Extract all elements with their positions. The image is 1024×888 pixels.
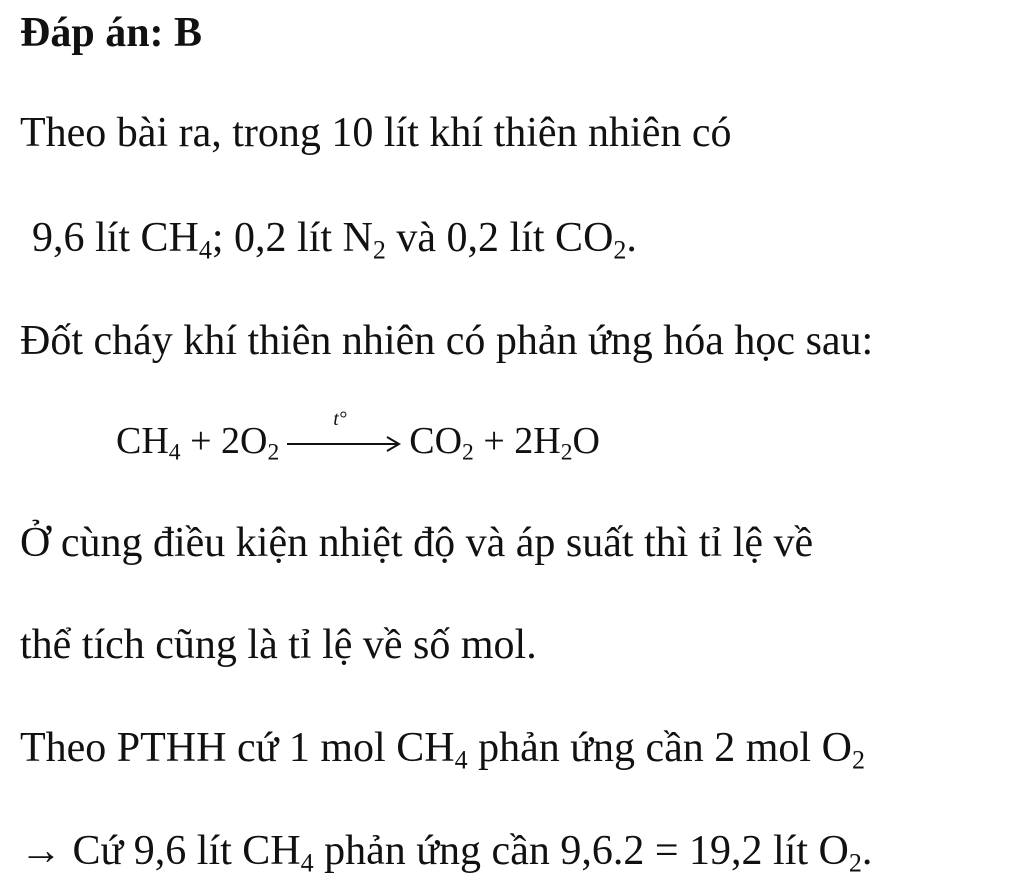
reactant-o2: + 2O bbox=[180, 420, 268, 462]
reaction-condition: t° bbox=[333, 408, 347, 431]
subscript: 2 bbox=[560, 439, 573, 466]
paragraph-reaction-intro: Đốt cháy khí thiên nhiên có phản ứng hóa học sau: bbox=[20, 318, 874, 364]
reaction-arrow-icon bbox=[285, 408, 403, 459]
subscript: 4 bbox=[300, 848, 314, 878]
text-segment: 9,6 lít CH bbox=[32, 215, 199, 261]
reactant-ch4: CH bbox=[116, 420, 169, 462]
product-co2: CO bbox=[409, 420, 463, 462]
text-segment: phản ứng cần 2 mol O bbox=[467, 725, 852, 771]
product-h2o: + 2H bbox=[473, 420, 561, 462]
paragraph-volume-ratio: thể tích cũng là tỉ lệ về số mol. bbox=[20, 622, 537, 668]
text-segment: Theo PTHH cứ 1 mol CH bbox=[20, 725, 455, 771]
subscript: 2 bbox=[848, 848, 862, 878]
text-segment: phản ứng cần 9,6.2 = 19,2 lít O bbox=[313, 828, 849, 874]
subscript: 4 bbox=[198, 235, 212, 265]
text-segment: ; 0,2 lít N bbox=[211, 215, 373, 261]
subscript: 2 bbox=[267, 439, 280, 466]
paragraph-condition: Ở cùng điều kiện nhiệt độ và áp suất thì tỉ lệ về bbox=[20, 520, 814, 566]
paragraph-result bbox=[20, 826, 872, 876]
paragraph-given: Theo bài ra, trong 10 lít khí thiên nhiên có bbox=[20, 110, 732, 156]
subscript: 4 bbox=[168, 439, 181, 466]
subscript: 4 bbox=[454, 745, 468, 775]
text-segment: → Cứ 9,6 lít CH bbox=[20, 828, 301, 874]
paragraph-mol-ratio bbox=[20, 723, 865, 773]
product-h2o-end: O bbox=[572, 420, 600, 462]
paragraph-composition bbox=[32, 213, 637, 263]
subscript: 2 bbox=[372, 235, 386, 265]
answer-heading: Đáp án: B bbox=[20, 10, 203, 56]
text-segment: . bbox=[626, 215, 637, 261]
chemical-equation bbox=[116, 408, 600, 466]
text-segment: và 0,2 lít CO bbox=[385, 215, 614, 261]
text-segment: . bbox=[861, 828, 873, 874]
subscript: 2 bbox=[462, 439, 474, 466]
subscript: 2 bbox=[613, 235, 627, 265]
subscript: 2 bbox=[851, 745, 865, 775]
